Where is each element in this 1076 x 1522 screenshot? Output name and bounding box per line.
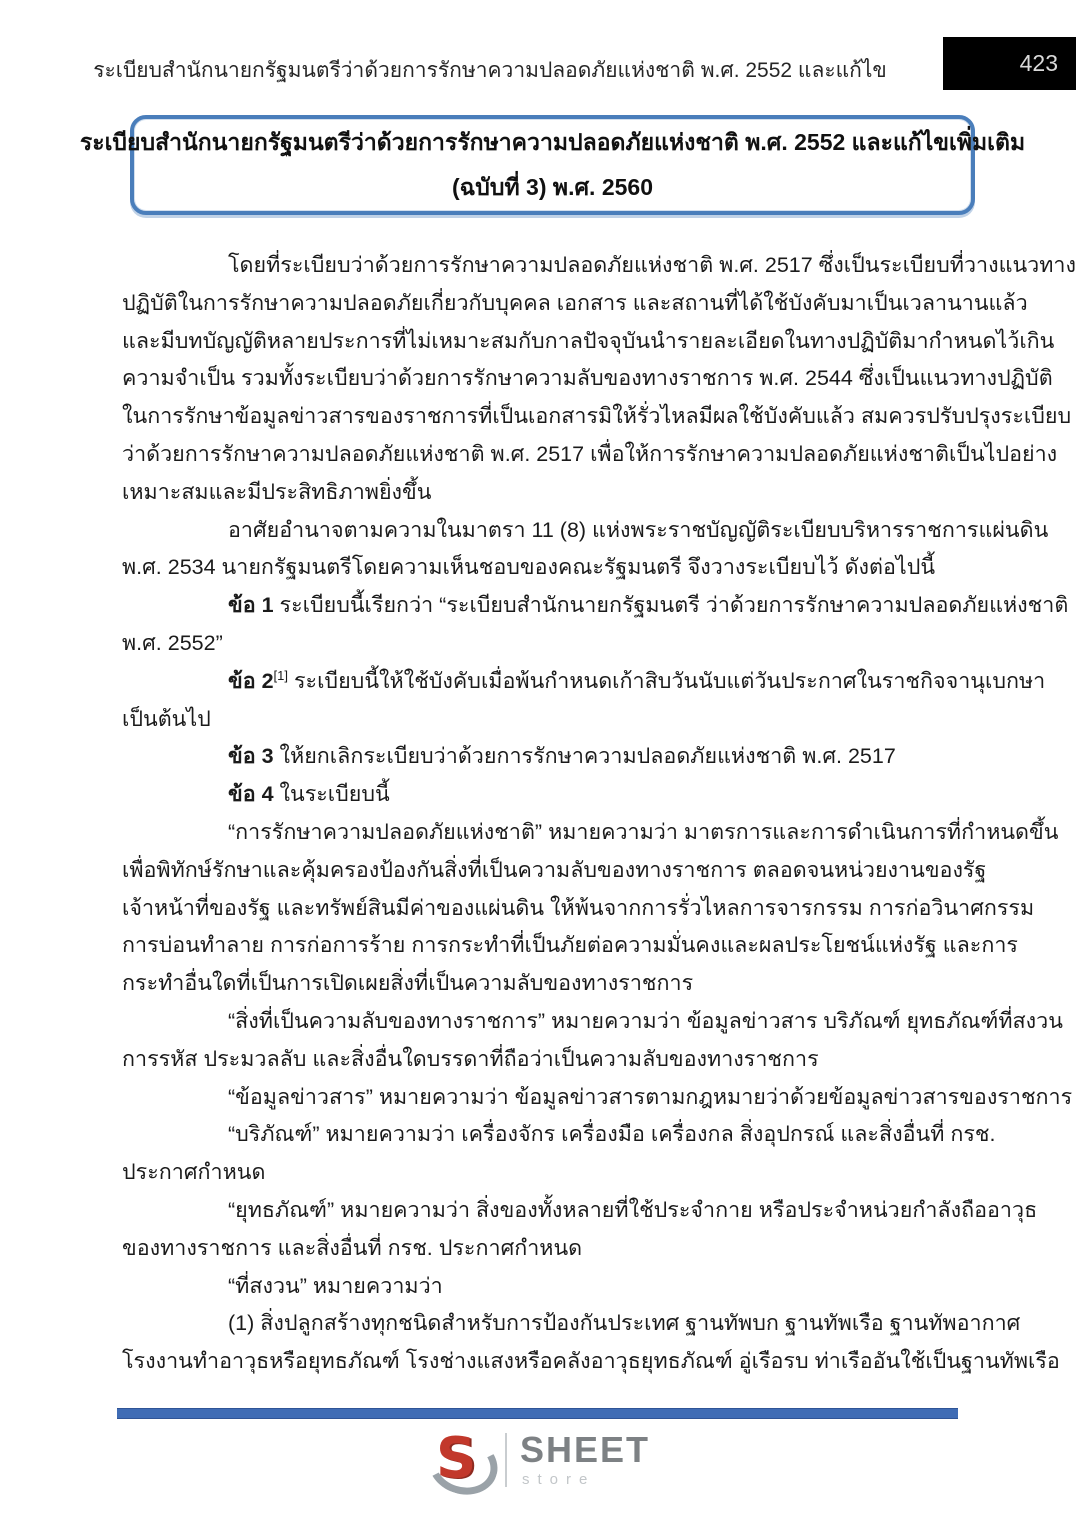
body-line: ข้อ 1 ระเบียบนี้เรียกว่า “ระเบียบสำนักนายกรัฐมนตรี ว่าด้วยการรักษาความปลอดภัยแห่งชาติ: [228, 593, 1069, 618]
body-line: “ที่สงวน” หมายความว่า: [228, 1273, 443, 1298]
body-line: เจ้าหน้าที่ของรัฐ และทรัพย์สินมีค่าของแผ่นดิน ให้พ้นจากการรั่วไหลการจารกรรม การก่อวินาศกรรม: [122, 895, 1035, 920]
clause-number: ข้อ 1: [228, 593, 274, 618]
logo-brand-text: SHEET: [519, 1429, 651, 1470]
footer-divider-bar: [117, 1408, 958, 1419]
body-line: ในการรักษาข้อมูลข่าวสารของราชการที่เป็นเอกสารมิให้รั่วไหลมีผลใช้บังคับแล้ว สมควรปรับปรุงระเบียบ: [122, 404, 1072, 429]
clause-number: ข้อ 2: [228, 668, 274, 693]
body-line: เหมาะสมและมีประสิทธิภาพยิ่งขึ้น: [122, 479, 432, 504]
body-line: เป็นต้นไป: [122, 706, 211, 731]
document-title-box: [79, 115, 1026, 215]
logo-sub-text: store: [521, 1471, 596, 1488]
body-line: “ข้อมูลข่าวสาร” หมายความว่า ข้อมูลข่าวสารตามกฎหมายว่าด้วยข้อมูลข่าวสารของราชการ: [228, 1084, 1073, 1109]
body-line: ข้อ 4 ในระเบียบนี้: [228, 782, 390, 807]
running-header: ระเบียบสำนักนายกรัฐมนตรีว่าด้วยการรักษาความปลอดภัยแห่งชาติ พ.ศ. 2552 และแก้ไข: [93, 59, 887, 82]
body-line: ของทางราชการ และสิ่งอื่นที่ กรช. ประกาศกำหนด: [122, 1235, 583, 1260]
body-line: กระทำอื่นใดที่เป็นการเปิดเผยสิ่งที่เป็นความลับของทางราชการ: [122, 971, 694, 996]
body-line: การรหัส ประมวลลับ และสิ่งอื่นใดบรรดาที่ถือว่าเป็นความลับของทางราชการ: [122, 1046, 819, 1071]
body-line: ข้อ 3 ให้ยกเลิกระเบียบว่าด้วยการรักษาความปลอดภัยแห่งชาติ พ.ศ. 2517: [228, 744, 896, 769]
document-title-line2: (ฉบับที่ 3) พ.ศ. 2560: [451, 173, 653, 200]
logo-letter: S: [435, 1426, 477, 1491]
body-line: ประกาศกำหนด: [122, 1160, 266, 1185]
body-line: ข้อ 2[1] ระเบียบนี้ให้ใช้บังคับเมื่อพ้นกำหนดเก้าสิบวันนับแต่วันประกาศในราชกิจจานุเบกษา: [228, 667, 1046, 693]
logo-divider-line: [505, 1433, 507, 1487]
page-number-badge: [943, 37, 1076, 90]
body-line: ปฏิบัติในการรักษาความปลอดภัยเกี่ยวกับบุคคล เอกสาร และสถานที่ได้ใช้บังคับมาเป็นเวลานานแล้ว: [122, 290, 1028, 315]
body-line: โรงงานทำอาวุธหรือยุทธภัณฑ์ โรงช่างแสงหรือคลังอาวุธยุทธภัณฑ์ อู่เรือรบ ท่าเรืออันใช้เป็นฐานทัพเรือ: [122, 1349, 1060, 1374]
body-line: “การรักษาความปลอดภัยแห่งชาติ” หมายความว่า มาตรการและการดำเนินการที่กำหนดขึ้น: [228, 819, 1059, 844]
body-line: การบ่อนทำลาย การก่อการร้าย การกระทำที่เป็นภัยต่อความมั่นคงและผลประโยชน์แห่งรัฐ และการ: [122, 933, 1018, 958]
body-line: ความจำเป็น รวมทั้งระเบียบว่าด้วยการรักษาความลับของทางราชการ พ.ศ. 2544 ซึ่งเป็นแนวทางปฏิบัติ: [122, 366, 1053, 391]
body-line: อาศัยอำนาจตามความในมาตรา 11 (8) แห่งพระราชบัญญัติระเบียบบริหารราชการแผ่นดิน: [228, 517, 1049, 542]
body-line: และมีบทบัญญัติหลายประการที่ไม่เหมาะสมกับกาลปัจจุบันนำรายละเอียดในทางปฏิบัติมากำหนดไว้เกิน: [122, 328, 1055, 353]
body-line: พ.ศ. 2552”: [122, 630, 223, 655]
clause-number: ข้อ 4: [228, 782, 274, 807]
logo-wordmark: [519, 1429, 651, 1488]
document-title-line1: ระเบียบสำนักนายกรัฐมนตรีว่าด้วยการรักษาความปลอดภัยแห่งชาติ พ.ศ. 2552 และแก้ไขเพิ่มเติม: [79, 128, 1026, 155]
sheet-store-logo-icon: [426, 1426, 492, 1491]
body-line: โดยที่ระเบียบว่าด้วยการรักษาความปลอดภัยแห่งชาติ พ.ศ. 2517 ซึ่งเป็นระเบียบที่วางแนวทาง: [228, 253, 1076, 277]
body-line: (1) สิ่งปลูกสร้างทุกชนิดสำหรับการป้องกันประเทศ ฐานทัพบก ฐานทัพเรือ ฐานทัพอากาศ: [228, 1311, 1021, 1336]
body-line: “สิ่งที่เป็นความลับของทางราชการ” หมายความว่า ข้อมูลข่าวสาร บริภัณฑ์ ยุทธภัณฑ์ที่สงวน: [228, 1008, 1063, 1033]
body-line: ว่าด้วยการรักษาความปลอดภัยแห่งชาติ พ.ศ. 2517 เพื่อให้การรักษาความปลอดภัยแห่งชาติเป็นไปอย่าง: [122, 441, 1058, 466]
footer-logo: [0, 1426, 1076, 1491]
page-number: 423: [1019, 50, 1058, 76]
footnote-marker: [1]: [273, 667, 289, 683]
document-body: [122, 247, 1076, 1381]
body-line: เพื่อพิทักษ์รักษาและคุ้มครองป้องกันสิ่งที่เป็นความลับของทางราชการ ตลอดจนหน่วยงานของรัฐ: [122, 857, 987, 882]
body-line: “ยุทธภัณฑ์” หมายความว่า สิ่งของทั้งหลายที่ใช้ประจำกาย หรือประจำหน่วยกำลังถืออาวุธ: [228, 1197, 1038, 1222]
body-line: “บริภัณฑ์” หมายความว่า เครื่องจักร เครื่องมือ เครื่องกล สิ่งอุปกรณ์ และสิ่งอื่นที่ กรช.: [228, 1122, 996, 1147]
clause-number: ข้อ 3: [228, 744, 274, 769]
body-line: พ.ศ. 2534 นายกรัฐมนตรีโดยความเห็นชอบของคณะรัฐมนตรี จึงวางระเบียบไว้ ดังต่อไปนี้: [122, 555, 936, 580]
